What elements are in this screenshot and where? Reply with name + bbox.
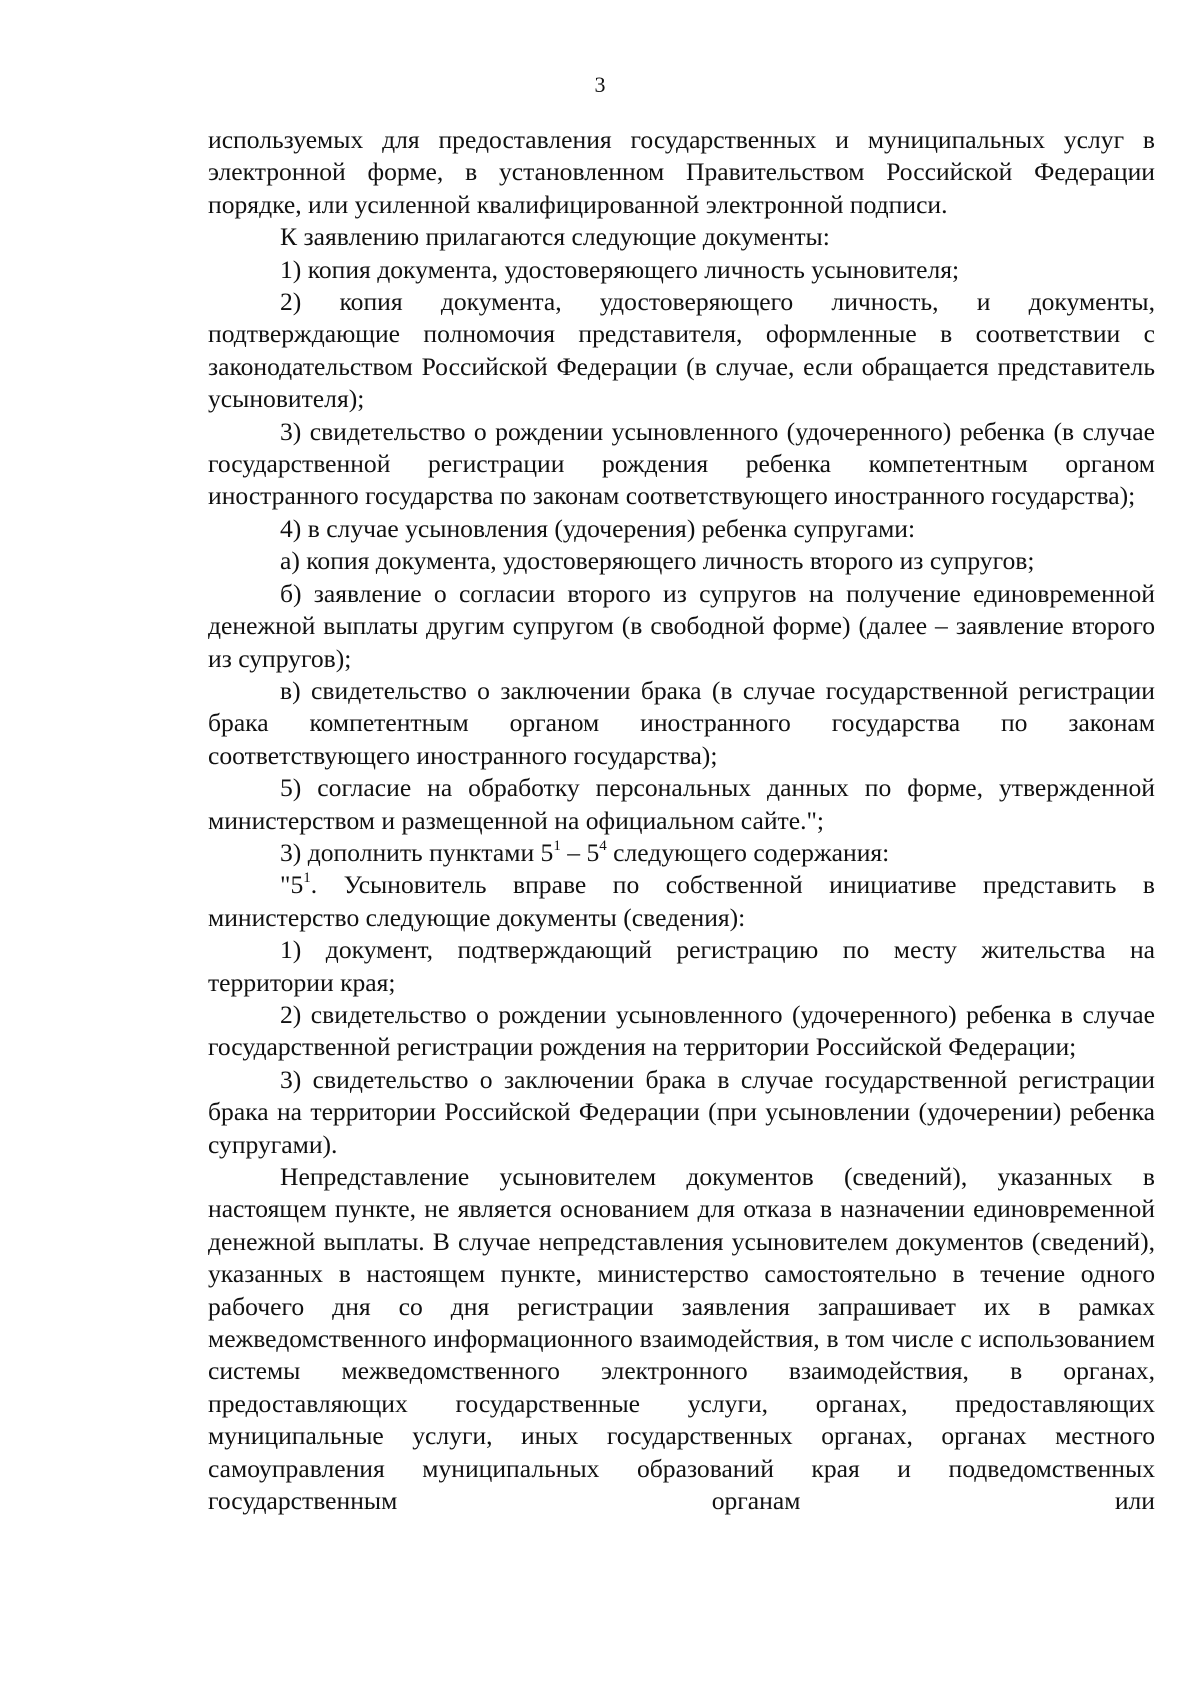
clause-5-1-number: "5 xyxy=(280,870,304,900)
paragraph-non-submission: Непредставление усыновителем документов (сведений), указанных в настоящем пункте, не является основанием для отказа в назначении единовременной денежной выплаты. В случае непредставления усыновителем документов (сведений), указанных в настоящем пункте, министерство самостоятельно в течение одного рабочего дня со дня регистрации заявления запрашивает их в рамках межведомственного информационного взаимодействия, в том числе с использованием системы межведомственного электронного взаимодействия, в органах, предоставляющих государственные услуги, органах, предоставляющих муниципальные услуги, иных государственных органах, органах местного самоуправления муниципальных образований края и подведомственных государственным органам или xyxy=(208,1162,1155,1516)
document-body xyxy=(208,124,1155,1517)
clause-5-1-item-2: 2) свидетельство о рождении усыновленного (удочеренного) ребенка в случае государственной регистрации рождения на территории Российской Федерации; xyxy=(208,999,1155,1062)
list-item-4a: а) копия документа, удостоверяющего личность второго из супругов; xyxy=(280,546,1035,576)
clause-5-1-item-1: 1) документ, подтверждающий регистрацию по месту жительства на территории края; xyxy=(208,935,1155,997)
list-item-2: 2) копия документа, удостоверяющего личность, и документы, подтверждающие полномочия представителя, оформленные в соответствии с законодательством Российской Федерации (в случае, если обращается представитель усыновителя); xyxy=(208,287,1155,414)
list-item-3: 3) свидетельство о рождении усыновленного (удочеренного) ребенка (в случае государственной регистрации рождения ребенка компетентным органом иностранного государства по законам соответствующего иностранного государства); xyxy=(208,416,1155,511)
page-number: 3 xyxy=(594,72,606,97)
list-item-4: 4) в случае усыновления (удочерения) ребенка супругами: xyxy=(280,513,916,543)
superscript: 1 xyxy=(303,870,311,887)
clause-5-1-item-3: 3) свидетельство о заключении брака в случае государственной регистрации брака на территории Российской Федерации (при усыновлении (удочерении) ребенка супругами). xyxy=(208,1064,1155,1159)
superscript: 1 xyxy=(553,837,561,854)
list-item-4b: б) заявление о согласии второго из супругов на получение единовременной денежной выплаты другим супругом (в свободной форме) (далее – заявление второго из супругов); xyxy=(208,578,1155,673)
paragraph-attachments-heading: К заявлению прилагаются следующие документы: xyxy=(280,222,830,252)
paragraph-intro-continuation: используемых для предоставления государственных и муниципальных услуг в электронной форме, в установленном Правительством Российской Федерации порядке, или усиленной квалифицированной электронной подписи. xyxy=(208,125,1155,219)
list-item-5: 5) согласие на обработку персональных данных по форме, утвержденной министерством и размещенной на официальном сайте."; xyxy=(208,773,1155,835)
superscript: 4 xyxy=(599,837,607,854)
amendment-item-3-dash: – 5 xyxy=(560,837,600,867)
clause-5-1 xyxy=(208,869,1155,934)
list-item-4v: в) свидетельство о заключении брака (в случае государственной регистрации брака компетентным органом иностранного государства по законам соответствующего иностранного государства); xyxy=(208,675,1155,770)
amendment-item-3-text: 3) дополнить пунктами 5 xyxy=(280,837,554,867)
clause-5-1-text: . Усыновитель вправе по собственной инициативе представить в министерство следующие документы (сведения): xyxy=(208,870,1155,932)
amendment-item-3 xyxy=(208,837,1155,869)
list-item-1: 1) копия документа, удостоверяющего личность усыновителя; xyxy=(280,254,960,284)
amendment-item-3-tail: следующего содержания: xyxy=(606,837,890,867)
